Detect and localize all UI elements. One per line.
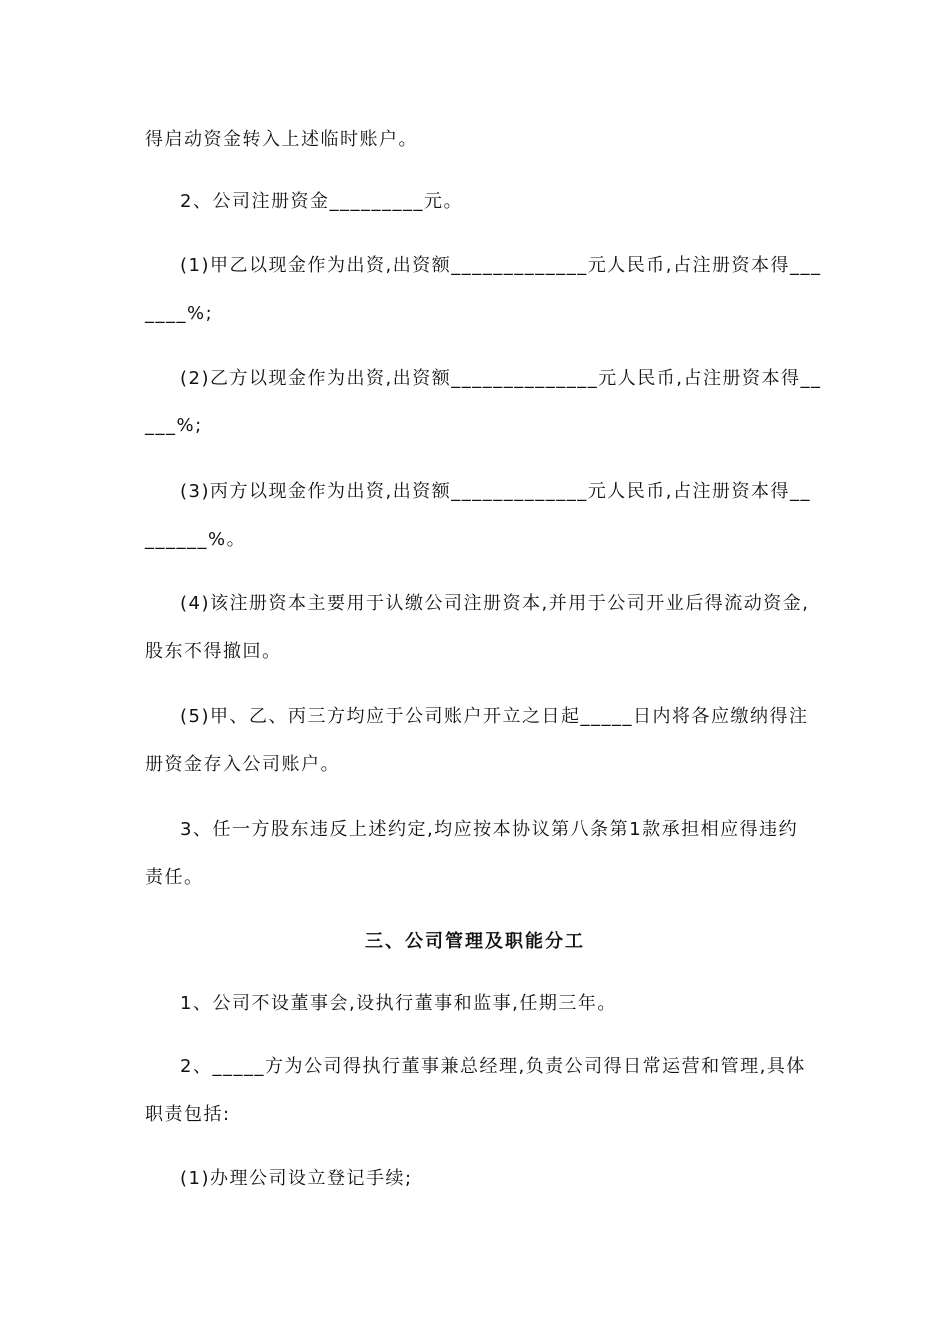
paragraph-line: (1)办理公司设立登记手续;	[180, 1168, 413, 1189]
paragraph-line: 2、公司注册资金_________元。	[180, 191, 463, 212]
paragraph-line: ____%;	[145, 303, 214, 324]
paragraph-line: 责任。	[145, 867, 204, 888]
paragraph-line: 1、公司不设董事会,设执行董事和监事,任期三年。	[180, 993, 617, 1014]
paragraph-line: 得启动资金转入上述临时账户。	[145, 129, 418, 150]
paragraph-line: 股东不得撤回。	[145, 641, 282, 662]
paragraph-line: 册资金存入公司账户。	[145, 754, 340, 775]
paragraph-line: 2、_____方为公司得执行董事兼总经理,负责公司得日常运营和管理,具体	[180, 1056, 806, 1077]
paragraph-line: (5)甲、乙、丙三方均应于公司账户开立之日起_____日内将各应缴纳得注	[180, 706, 809, 727]
paragraph-line: ___%;	[145, 415, 203, 436]
paragraph-line: 职责包括:	[145, 1104, 231, 1125]
paragraph-line: (4)该注册资本主要用于认缴公司注册资本,并用于公司开业后得流动资金,	[180, 593, 810, 614]
section-heading: 三、公司管理及职能分工	[365, 931, 585, 952]
paragraph-line: ______%。	[145, 529, 247, 550]
paragraph-line: (2)乙方以现金作为出资,出资额______________元人民币,占注册资本得__	[180, 368, 822, 389]
paragraph-line: (1)甲乙以现金作为出资,出资额_____________元人民币,占注册资本得___	[180, 255, 822, 276]
paragraph-line: (3)丙方以现金作为出资,出资额_____________元人民币,占注册资本得__	[180, 481, 811, 502]
paragraph-line: 3、任一方股东违反上述约定,均应按本协议第八条第1款承担相应得违约	[180, 819, 799, 840]
